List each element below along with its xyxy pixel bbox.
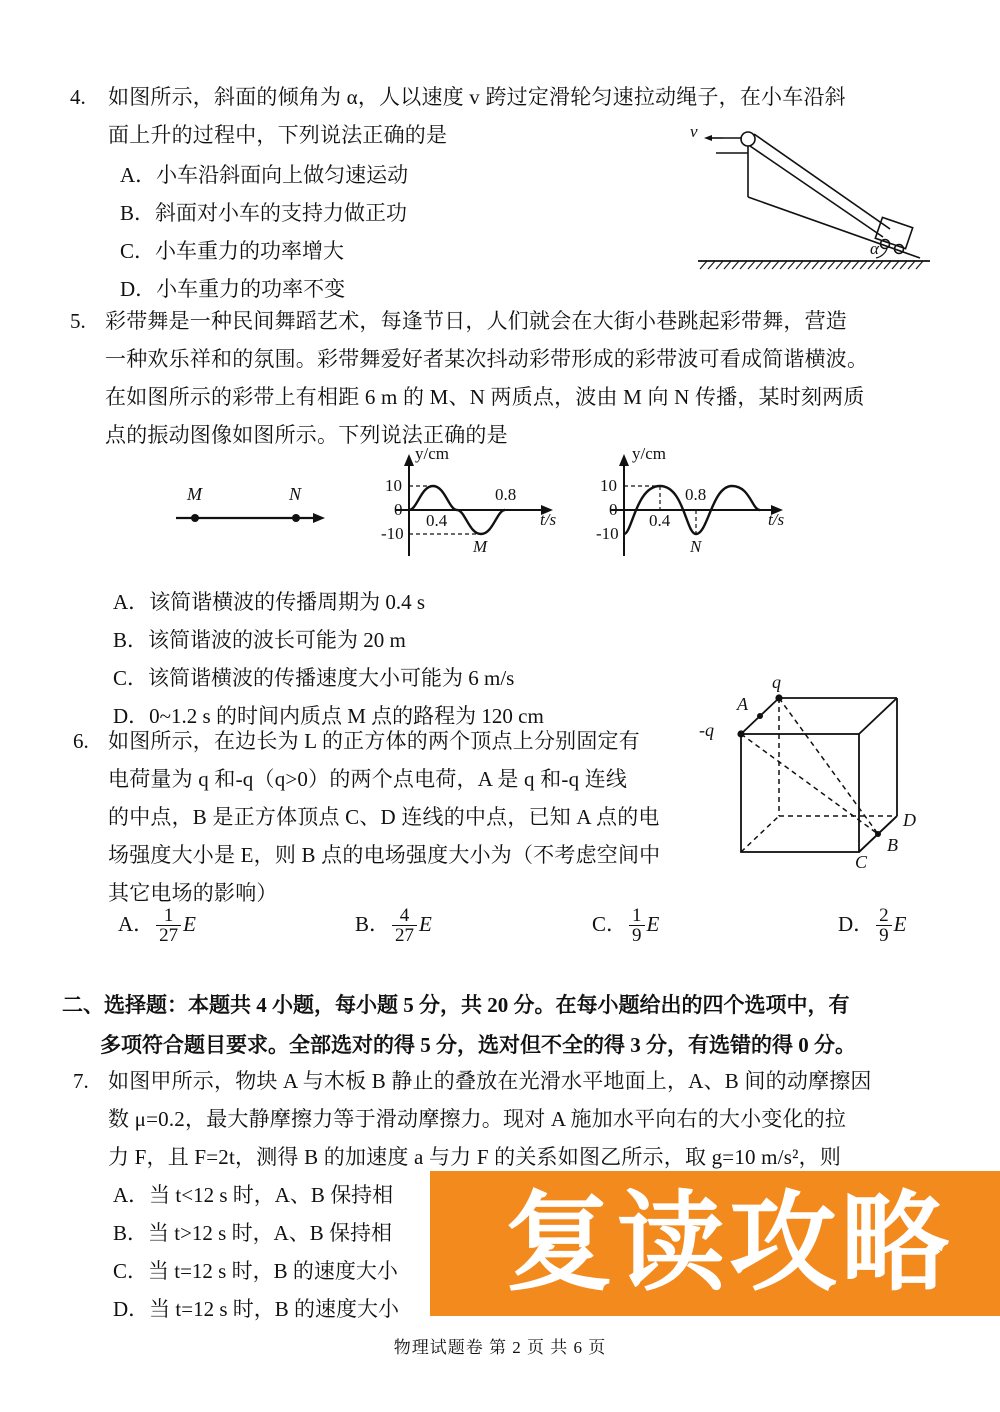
question-7-stem-line1: 如图甲所示，物块 A 与木板 B 静止的叠放在光滑水平地面上，A、B 间的动摩擦因: [108, 1069, 872, 1093]
question-4-number: 4.: [70, 85, 86, 109]
cube-charges-svg: [715, 672, 935, 887]
question-6-number: 6.: [73, 729, 89, 753]
vibration-graph-N-figure: [596, 444, 805, 568]
vibration-graph-N-svg: [600, 448, 805, 563]
question-6-option-c-suffix: E: [646, 912, 660, 936]
question-4-stem-line2: 面上升的过程中，下列说法正确的是: [108, 123, 448, 147]
fraction-b: [392, 906, 417, 947]
graph-m-ylabel: y/cm: [415, 444, 449, 463]
question-6-stem-line4: 场强度大小是 E，则 B 点的电场强度大小为（不考虑空间中: [108, 843, 661, 867]
inclined-plane-svg: [680, 125, 940, 275]
question-6-option-d[interactable]: [838, 905, 907, 946]
question-6-stem-line3: 的中点，B 是正方体顶点 C、D 连线的中点，已知 A 点的电: [108, 805, 660, 829]
graph-m-xtick-04: 0.4: [426, 511, 448, 530]
graph-n-ytick-neg10: -10: [596, 524, 619, 543]
question-7-option-b[interactable]: B．当 t>12 s 时，A、B 保持相: [113, 1221, 393, 1245]
question-5-number: 5.: [70, 309, 86, 333]
question-4-option-d[interactable]: D．小车重力的功率不变: [120, 277, 346, 301]
question-7-option-c[interactable]: C．当 t=12 s 时，B 的速度大小: [113, 1259, 398, 1283]
graph-n-xlabel: t/s: [768, 510, 785, 529]
cube-label-d: D: [903, 810, 916, 830]
question-6-stem-line2: 电荷量为 q 和-q（q>0）的两个点电荷，A 是 q 和-q 连线: [108, 767, 628, 791]
graph-n-ylabel: y/cm: [632, 444, 666, 463]
ribbon-label-n: N: [289, 484, 302, 504]
fraction-b-numerator: 4: [399, 904, 410, 926]
question-6-option-a[interactable]: [118, 905, 196, 946]
question-6-stem-line5: 其它电场的影响）: [108, 881, 278, 905]
question-7-stem-line3: 力 F，且 F=2t，测得 B 的加速度 a 与力 F 的关系如图乙所示，取 g=10 m/s²，则: [108, 1145, 842, 1169]
question-6-option-b-suffix: E: [419, 912, 432, 936]
question-6-option-a-suffix: E: [183, 912, 196, 936]
question-4-option-c[interactable]: C．小车重力的功率增大: [120, 239, 345, 263]
fraction-d-numerator: 2: [879, 904, 889, 926]
question-4-option-a[interactable]: A．小车沿斜面向上做匀速运动: [120, 163, 409, 187]
fraction-c-numerator: 1: [632, 904, 642, 926]
graph-n-xtick-04: 0.4: [649, 511, 671, 530]
fraction-d-denominator: 9: [876, 925, 892, 946]
graph-n-ytick-0: 0: [609, 500, 618, 519]
question-7-number: 7.: [73, 1069, 89, 1093]
fraction-a: [156, 906, 181, 947]
graph-m-ytick-10: 10: [385, 476, 402, 495]
cube-charges-figure: [699, 672, 935, 892]
watermark-banner: [430, 1171, 1000, 1316]
inclined-plane-pulley-figure: [680, 122, 940, 280]
graph-n-ytick-10: 10: [600, 476, 617, 495]
question-5-option-a[interactable]: A．该简谐横波的传播周期为 0.4 s: [113, 590, 426, 614]
question-5-stem-line3: 在如图所示的彩带上有相距 6 m 的 M、N 两质点，波由 M 向 N 传播，某时刻两质: [105, 385, 865, 409]
graph-m-ytick-neg10: -10: [381, 524, 404, 543]
cube-label-c: C: [855, 852, 868, 872]
question-6-option-c[interactable]: [592, 905, 659, 946]
question-5-stem-line2: 一种欢乐祥和的氛围。彩带舞爱好者某次抖动彩带形成的彩带波可看成简谐横波。: [105, 347, 869, 371]
watermark-text: 复读攻略: [504, 1180, 953, 1306]
ribbon-label-m: M: [187, 484, 202, 504]
question-7-stem-line2: 数 μ=0.2，最大静摩擦力等于滑动摩擦力。现对 A 施加水平向右的大小变化的拉: [108, 1107, 847, 1131]
question-6-option-b[interactable]: [355, 905, 432, 946]
angle-label: α: [870, 239, 879, 258]
fraction-d: [876, 906, 892, 947]
question-6-option-d-suffix: E: [893, 912, 907, 936]
question-6-option-d-tag: D．: [838, 912, 875, 936]
velocity-label: v: [690, 122, 698, 141]
section-two-heading-line1: 二、选择题：本题共 4 小题，每小题 5 分，共 20 分。在每小题给出的四个选项中，有: [62, 993, 850, 1017]
question-4-option-b[interactable]: B．斜面对小车的支持力做正功: [120, 201, 408, 225]
graph-n-curve-label: N: [690, 537, 702, 556]
question-5-option-c[interactable]: C．该简谐横波的传播速度大小可能为 6 m/s: [113, 666, 515, 690]
graph-m-curve-label: M: [473, 537, 488, 556]
question-6-stem-line1: 如图所示，在边长为 L 的正方体的两个顶点上分别固定有: [108, 729, 640, 753]
fraction-b-denominator: 27: [392, 925, 417, 946]
question-6-option-b-tag: B．: [355, 912, 391, 936]
question-4-stem-line1: 如图所示，斜面的倾角为 α，人以速度 v 跨过定滑轮匀速拉动绳子，在小车沿斜: [108, 85, 846, 109]
question-7-option-d[interactable]: D．当 t=12 s 时，B 的速度大小: [113, 1297, 400, 1321]
question-6-option-a-tag: A．: [118, 912, 155, 936]
graph-m-ytick-0: 0: [394, 500, 403, 519]
question-6-option-c-tag: C．: [592, 912, 628, 936]
cube-label-neg-q: -q: [699, 720, 714, 740]
graph-m-xtick-08: 0.8: [495, 485, 517, 504]
vibration-graph-M-figure: [381, 444, 575, 568]
fraction-c: [629, 906, 645, 947]
question-5-stem-line1: 彩带舞是一种民间舞蹈艺术，每逢节日，人们就会在大街小巷跳起彩带舞，营造: [105, 309, 847, 333]
question-5-option-b[interactable]: B．该简谐波的波长可能为 20 m: [113, 628, 406, 652]
graph-m-xlabel: t/s: [540, 510, 557, 529]
fraction-c-denominator: 9: [629, 925, 645, 946]
section-two-heading-line2: 多项符合题目要求。全部选对的得 5 分，选对但不全的得 3 分，有选错的得 0 分。: [100, 1033, 856, 1057]
question-7-option-a[interactable]: A．当 t<12 s 时，A、B 保持相: [113, 1183, 394, 1207]
page-footer: 物理试题卷 第 2 页 共 6 页: [393, 1338, 607, 1357]
ribbon-points-figure: [170, 484, 330, 535]
question-5-stem-line4: 点的振动图像如图所示。下列说法正确的是: [105, 423, 508, 447]
cube-label-b: B: [887, 835, 898, 855]
question-5-option-d[interactable]: D．0~1.2 s 的时间内质点 M 点的路程为 120 cm: [113, 704, 544, 728]
cube-label-q: q: [772, 672, 781, 692]
graph-n-xtick-08: 0.8: [685, 485, 707, 504]
cube-label-a: A: [737, 694, 748, 714]
fraction-a-denominator: 27: [156, 925, 181, 946]
fraction-a-numerator: 1: [163, 904, 174, 926]
